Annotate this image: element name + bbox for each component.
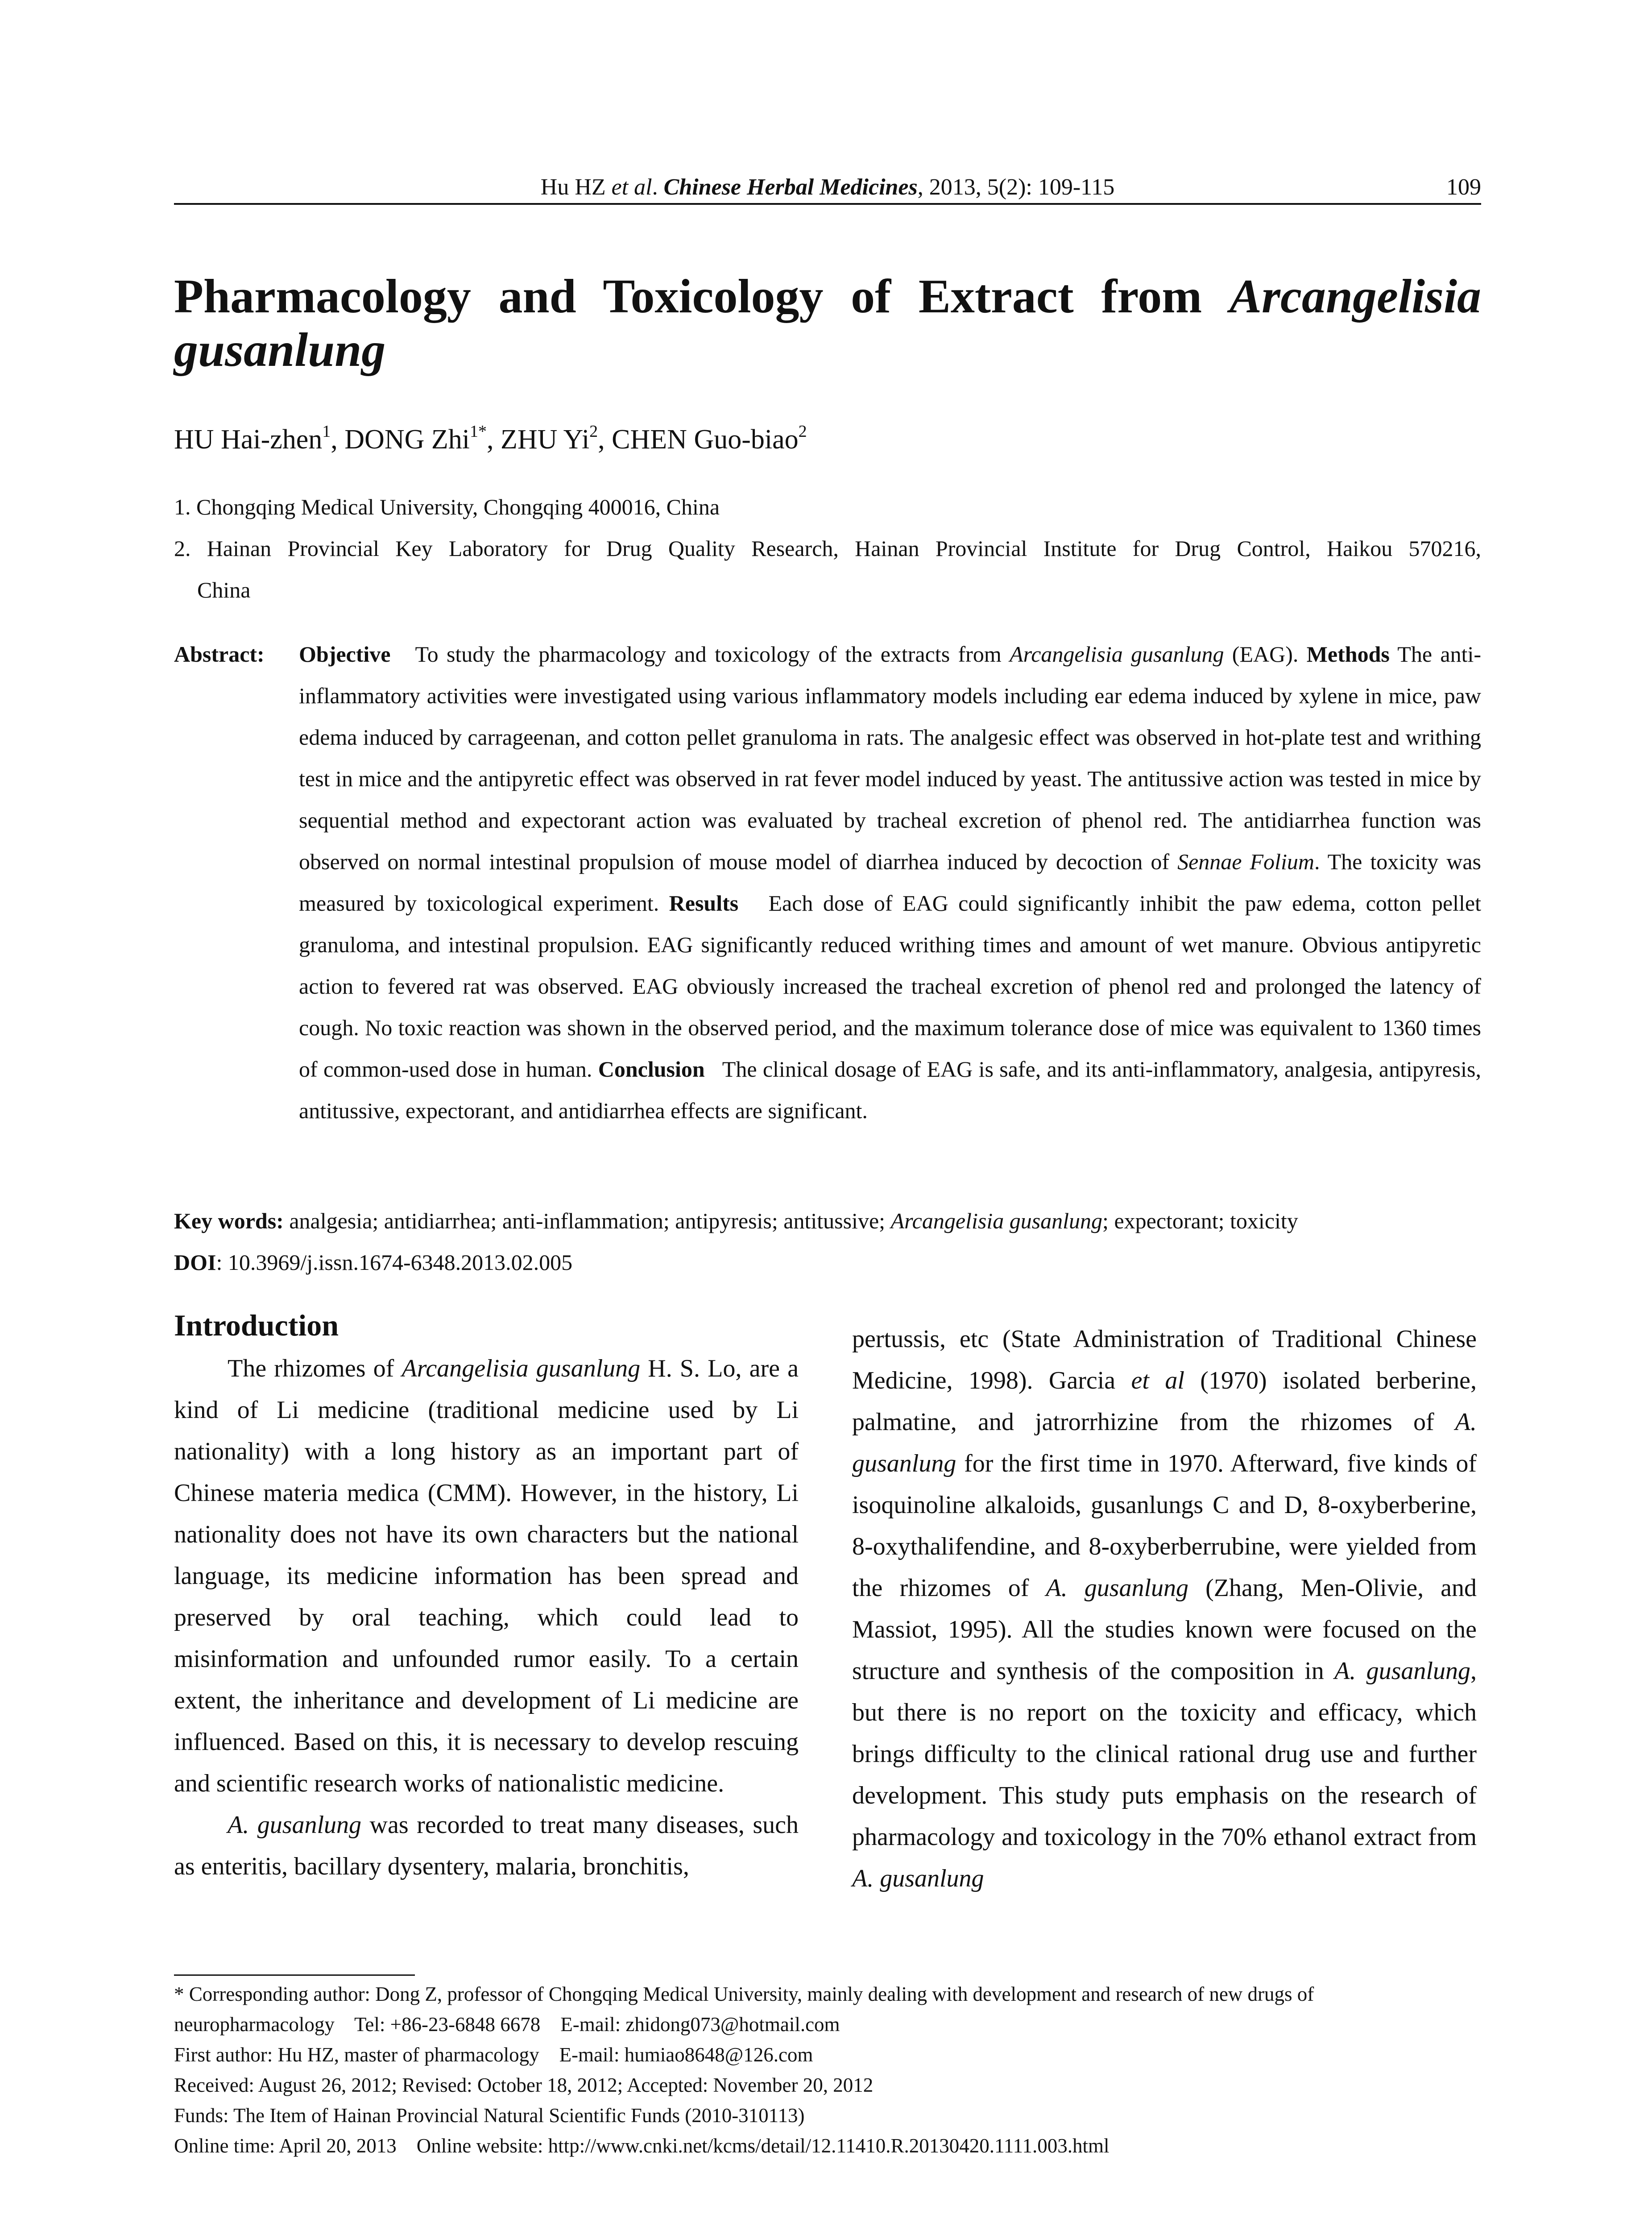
footnote-first-author: First author: Hu HZ, master of pharmacology E-mail: humiao8648@126.com <box>174 2044 813 2066</box>
author: HU Hai-zhen <box>174 424 323 455</box>
footnote-received: Received: August 26, 2012; Revised: October 18, 2012; Accepted: November 20, 2012 <box>174 2074 874 2096</box>
affiliations <box>174 486 1481 611</box>
title-line-2: gusanlung <box>174 323 386 377</box>
intro-paragraph-1: The rhizomes of Arcangelisia gusanlung H. S. Lo, are a kind of Li medicine (traditional medicine used by Li nationality) with a long history as an important part of Chinese materia medica (CMM). However, in the history, Li nationality does not have its own characters but the national language, its medicine information has been spread and preserved by oral teaching, which could lead to misinformation and unfounded rumor easily. To a certain extent, the inheritance and development of Li medicine are influenced. Based on this, it is necessary to develop rescuing and scientific research works of nationalistic medicine. <box>174 1355 799 1797</box>
footnotes <box>174 1979 1481 2161</box>
author: ZHU Yi <box>500 424 590 455</box>
footnote-corresponding-cont: neuropharmacology Tel: +86-23-6848 6678 E-mail: zhidong073@hotmail.com <box>174 2013 840 2036</box>
citation-etal: et al <box>611 174 652 200</box>
keywords-block <box>174 1200 1481 1283</box>
author: CHEN Guo-biao <box>612 424 799 455</box>
left-column <box>174 1305 799 1887</box>
citation-line: Hu HZ et al. Chinese Herbal Medicines, 2013, 5(2): 109-115 <box>540 174 1115 200</box>
affiliation-2-cont: China <box>197 577 251 602</box>
right-column <box>852 1319 1477 1899</box>
author: DONG Zhi <box>344 424 470 455</box>
affiliation-2: 2. Hainan Provincial Key Laboratory for Drug Quality Research, Hainan Provincial Institute for Drug Control, Haikou 570216, <box>174 536 1481 561</box>
author-list: HU Hai-zhen$^1$, DONG Zhi$^{1*}$, ZHU Yi$^2$, CHEN Guo-biao$^2$ <box>174 422 807 455</box>
intro-paragraph-2-cont: pertussis, etc (State Administration of Traditional Chinese Medicine, 1998). Garcia et al (1970) isolated berberine, palmatine, and jatrorrhizine from the rhizomes of A. gusanlung for the first time in 1970. Afterward, five kinds of isoquinoline alkaloids, gusanlungs C and D, 8-oxyberberine, 8-oxythalifendine, and 8-oxyberberrubine, were yielded from the rhizomes of A. gusanlung (Zhang, Men-Olivie, and Massiot, 1995). All the studies known were focused on the structure and synthesis of the composition in A. gusanlung, but there is no report on the toxicity and efficacy, which brings difficulty to the clinical rational drug use and further development. This study puts emphasis on the research of pharmacology and toxicology in the 70% ethanol extract from A. gusanlung <box>852 1325 1477 1892</box>
footnote-rule <box>174 1974 415 1976</box>
title-line-1: Pharmacology and Toxicology of Extract from Arcangelisia <box>174 270 1481 323</box>
intro-paragraph-2: A. gusanlung was recorded to treat many diseases, such as enteritis, bacillary dysentery, malaria, bronchitis, <box>174 1811 799 1880</box>
methods-label: Methods <box>1306 642 1390 667</box>
doi: DOI: 10.3969/j.issn.1674-6348.2013.02.005 <box>174 1250 573 1275</box>
abstract <box>174 634 1481 1132</box>
footnote-online: Online time: April 20, 2013 Online website: http://www.cnki.net/kcms/detail/12.11410.R.20130420.1111.003.html <box>174 2135 1110 2157</box>
page-number: 109 <box>1446 174 1481 200</box>
keywords: Key words: analgesia; antidiarrhea; anti-inflammation; antipyresis; antitussive; Arcangelisia gusanlung; expectorant; toxicity <box>174 1208 1298 1233</box>
abstract-body: Objective To study the pharmacology and toxicology of the extracts from Arcangelisia gusanlung (EAG). Methods The anti-inflammatory activities were investigated using various inflammatory models including ear edema induced by xylene in mice, paw edema induced by carrageenan, and cotton pellet granuloma in rats. The analgesic effect was observed in hot-plate test and writhing test in mice and the antipyretic effect was observed in rat fever model induced by yeast. The antitussive action was tested in mice by sequential method and expectorant action was evaluated by tracheal excretion of phenol red. The antidiarrhea function was observed on normal intestinal propulsion of mouse model of diarrhea induced by decoction of Sennae Folium. The toxicity was measured by toxicological experiment. Results Each dose of EAG could significantly inhibit the paw edema, cotton pellet granuloma, and intestinal propulsion. EAG significantly reduced writhing times and amount of wet manure. Obvious antipyretic action to fevered rat was observed. EAG obviously increased the tracheal excretion of phenol red and prolonged the latency of cough. No toxic reaction was shown in the observed period, and the maximum tolerance dose of mice was equivalent to 1360 times of common-used dose in human. Conclusion The clinical dosage of EAG is safe, and its anti-inflammatory, analgesia, antipyresis, antitussive, expectorant, and antidiarrhea effects are significant. <box>299 642 1482 1123</box>
footnote-corresponding: * Corresponding author: Dong Z, professor of Chongqing Medical University, mainly dealing with development and research of new drugs of <box>174 1983 1314 2005</box>
abstract-label: Abstract: <box>174 642 265 667</box>
results-label: Results <box>669 891 739 916</box>
conclusion-label: Conclusion <box>598 1057 705 1082</box>
affiliation-1: 1. Chongqing Medical University, Chongqing 400016, China <box>174 494 720 519</box>
journal-name: Chinese Herbal Medicines <box>663 174 918 200</box>
objective-label: Objective <box>299 642 391 667</box>
running-header <box>174 172 1481 205</box>
footnote-funds: Funds: The Item of Hainan Provincial Natural Scientific Funds (2010-310113) <box>174 2104 805 2127</box>
paper-title <box>174 270 1481 377</box>
section-heading-introduction: Introduction <box>174 1308 339 1342</box>
